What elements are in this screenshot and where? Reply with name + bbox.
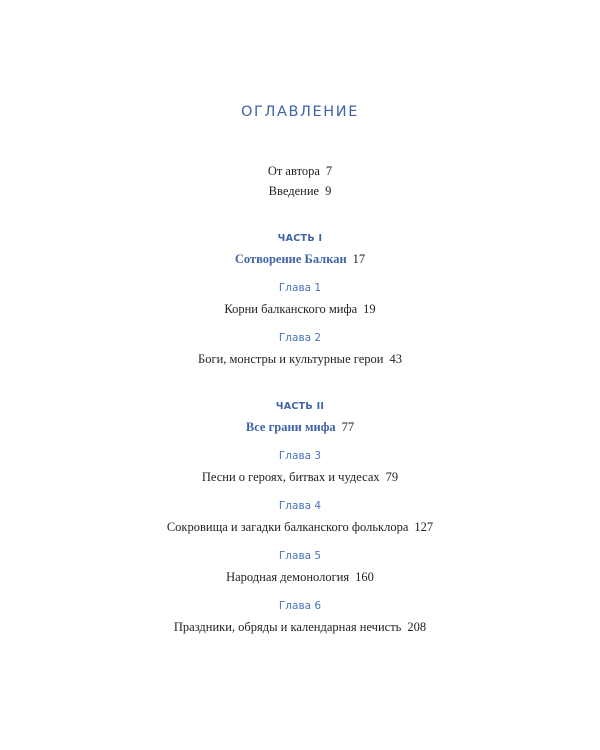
entry-title: От автора <box>267 164 320 178</box>
toc-title: ОГЛАВЛЕНИЕ <box>240 104 359 120</box>
part-2-title-line <box>0 420 600 435</box>
entry-title: Песни о героях, битвах и чудесах <box>201 470 380 484</box>
entry-title: Праздники, обряды и календарная нечисть <box>173 620 402 634</box>
part-1-title-line <box>0 252 600 267</box>
part-page: 17 <box>352 252 366 266</box>
chapter-6-label: Глава 6 <box>278 600 322 612</box>
entry-page: 127 <box>414 520 434 534</box>
entry-title: Корни балканского мифа <box>224 302 358 316</box>
entry-page: 9 <box>325 184 332 198</box>
chapter-1-label: Глава 1 <box>278 282 322 294</box>
chapter-2-label: Глава 2 <box>278 332 322 344</box>
chapter-1-entry <box>0 302 600 317</box>
entry-title: Сокровища и загадки балканского фольклора <box>166 520 409 534</box>
part-title: Сотворение Балкан <box>234 252 347 266</box>
entry-page: 43 <box>389 352 402 366</box>
part-2-label: ЧАСТЬ II <box>275 401 325 412</box>
entry-page: 160 <box>355 570 374 584</box>
part-page: 77 <box>341 420 355 434</box>
entry-title: Боги, монстры и культурные герои <box>198 352 384 366</box>
chapter-4-label: Глава 4 <box>278 500 322 512</box>
chapter-2-entry <box>0 352 600 367</box>
entry-title: Введение <box>268 184 320 198</box>
chapter-5-label: Глава 5 <box>278 550 322 562</box>
entry-page: 79 <box>385 470 399 484</box>
entry-page: 208 <box>407 620 427 634</box>
entry-page: 7 <box>325 164 333 178</box>
chapter-3-label: Глава 3 <box>278 450 322 462</box>
chapter-4-entry <box>0 520 600 535</box>
toc-entry-intro <box>0 184 600 199</box>
toc-entry-author <box>0 164 600 179</box>
entry-page: 19 <box>363 302 376 316</box>
entry-title: Народная демонология <box>226 570 350 584</box>
chapter-6-entry <box>0 620 600 635</box>
part-1-label: ЧАСТЬ I <box>277 233 323 244</box>
chapter-3-entry <box>0 470 600 485</box>
chapter-5-entry <box>0 570 600 585</box>
part-title: Все грани мифа <box>245 420 336 434</box>
